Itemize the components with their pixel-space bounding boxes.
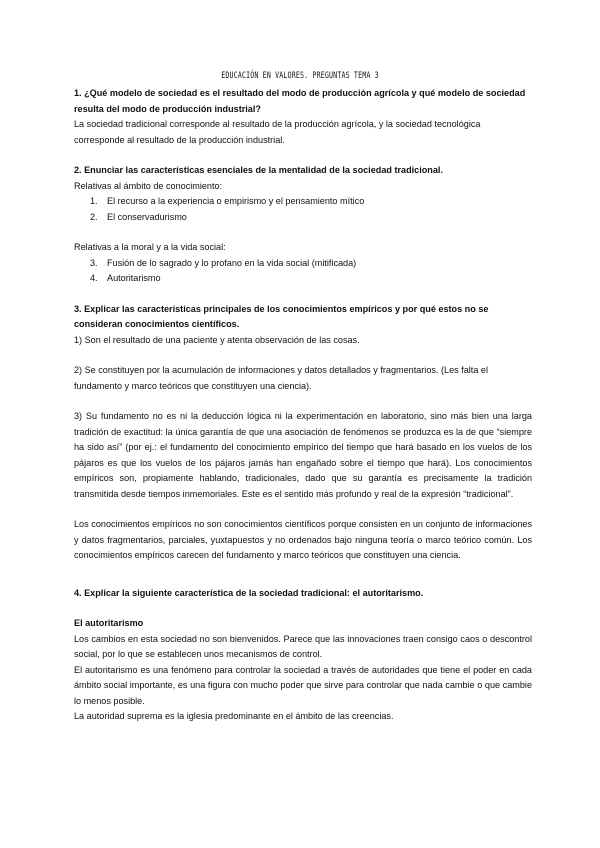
- group-1-label: Relativas al ámbito de conocimiento:: [74, 180, 223, 191]
- answer-1: La sociedad tradicional corresponde al resultado de la producción agrícola, y la sociedad tecnológica corresponde al resultado de la producción industrial.: [74, 119, 481, 145]
- question-1: 1. ¿Qué modelo de sociedad es el resultado del modo de producción agrícola y qué modelo de sociedad resulta del modo de producción industrial?: [74, 88, 526, 114]
- group-2-label: Relativas a la moral y a la vida social:: [74, 242, 226, 252]
- answer-3-p3: 3) Su fundamento no es ni la deducción lógica ni la experimentación en laboratorio, sino más bien una larga tradición de exactitud: la única garantía de que una asociación de fenómenos se produzca es la de que “siempre ha sido así” (por ej.: el fundamento del conocimiento empírico del tiempo que hará basado en los vuelos de los pájaros es que los vuelos de los pájaros jamás han engañado sobre el tiempo que hará). Los conocimientos empíricos son, propiamente hablando, tradicionales, dado que su garantía es precisamente la tradición transmitida desde tiempos inmemoriales. Este es el sentido más profundo y real de la expresión “tradicional”.: [74, 411, 532, 499]
- list-item: 2. El conservadurismo: [90, 211, 187, 222]
- answer-4-p1: Los cambios en esta sociedad no son bienvenidos. Parece que las innovaciones traen consigo caos o descontrol social, por lo que se establecen unos mecanismos de control.: [74, 633, 532, 659]
- answer-3-p4: Los conocimientos empíricos no son conocimientos científicos porque consisten en un conjunto de informaciones y datos fragmentarios, parciales, yuxtapuestos y no ordenados bajo ninguna teoría o marco teórico común. Los conocimientos empíricos carecen del fundamento y marco teóricos que constituyen una ciencia.: [74, 519, 532, 560]
- answer-4-p2: El autoritarismo es una fenómeno para controlar la sociedad a través de autoridades que tiene el poder en cada ámbito social importante, es una figura con mucho poder que sirve para controlar que nada cambie o que cambie lo menos posible.: [74, 664, 532, 706]
- answer-3-p2: 2) Se constituyen por la acumulación de informaciones y datos detallados y fragmentarios. (Les falta el fundamento y marco teóricos que constituyen una ciencia).: [74, 365, 488, 391]
- answer-4-subtitle: El autoritarismo: [74, 618, 144, 628]
- answer-3-p1: 1) Son el resultado de una paciente y atenta observación de las cosas.: [74, 334, 360, 345]
- question-3: 3. Explicar las características principales de los conocimientos empíricos y por qué estos no se consideran conocimientos científicos.: [74, 303, 489, 329]
- group-2-list: [74, 256, 532, 287]
- document-title: EDUCACIÓN EN VALORES. PREGUNTAS TEMA 3: [221, 71, 379, 81]
- list-item: 3. Fusión de lo sagrado y lo profano en la vida social (mitificada): [90, 257, 357, 268]
- list-item: 1. El recurso a la experiencia o empirismo y el pensamiento mítico: [90, 196, 365, 206]
- document-body: [74, 86, 532, 725]
- question-2: 2. Enunciar las características esenciales de la mentalidad de la sociedad tradicional.: [74, 165, 443, 175]
- question-4: 4. Explicar la siguiente característica de la sociedad tradicional: el autoritarismo.: [74, 587, 424, 598]
- group-1-list: [74, 194, 532, 225]
- list-item: 4. Autoritarismo: [90, 273, 161, 283]
- answer-4-p3: La autoridad suprema es la iglesia predominante en el ámbito de las creencias.: [74, 711, 394, 721]
